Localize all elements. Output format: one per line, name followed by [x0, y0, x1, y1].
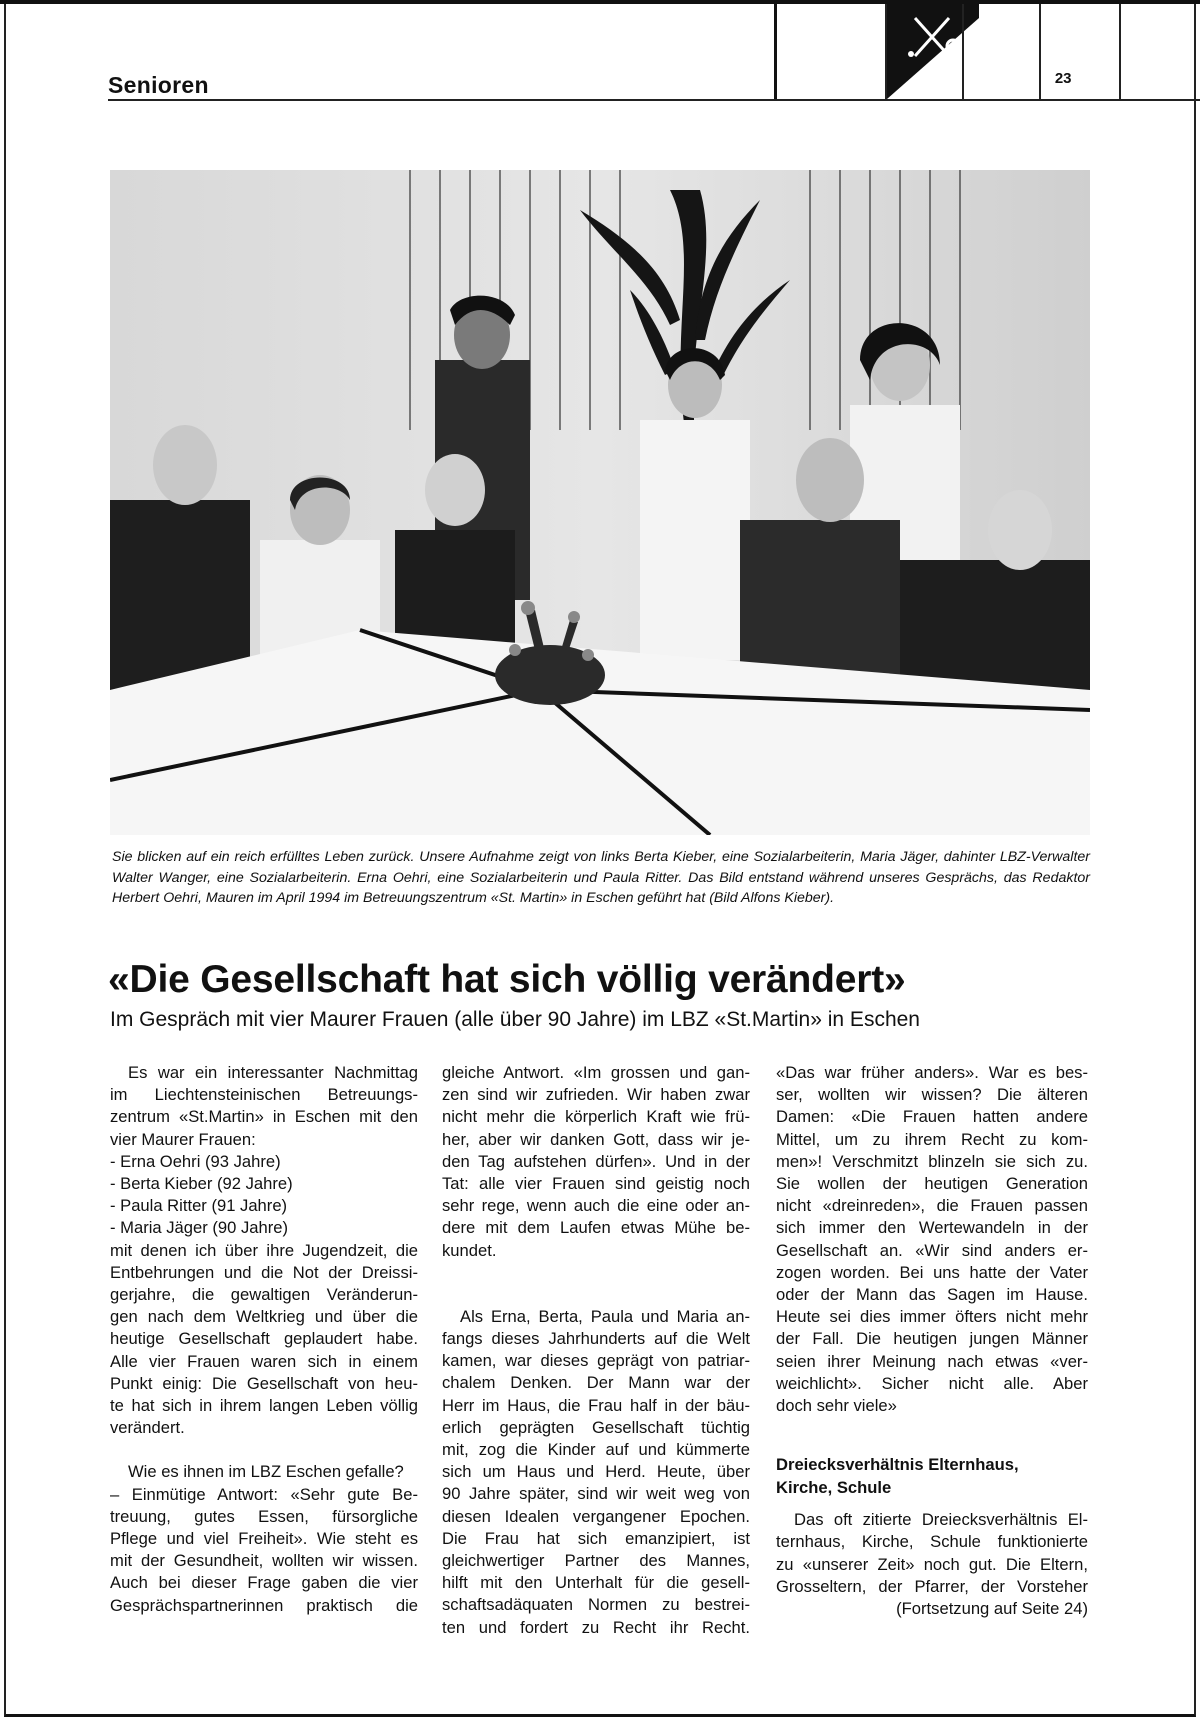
page-number: 23	[1054, 70, 1072, 87]
text-line: ten und fordert zu Recht ihr Recht.	[442, 1617, 750, 1637]
text-line: Alle vier Frauen waren sich in einem	[110, 1351, 418, 1371]
header-box-page	[1039, 4, 1119, 99]
text-line: chalem Denken. Der Mann war der	[442, 1373, 750, 1393]
text-line: sehr rege, wenn auch die eine oder an-	[442, 1196, 750, 1216]
text-line: te hat sich in ihrem langen Leben völlig	[110, 1396, 418, 1416]
paragraph-gap	[442, 1284, 750, 1306]
article-column-2	[442, 1062, 750, 1639]
text-line: doch sehr viele»	[776, 1396, 897, 1416]
text-line: gleiche Antwort. «Im grossen und gan-	[442, 1063, 750, 1082]
article-column-1	[110, 1062, 418, 1617]
text-line: kundet.	[442, 1240, 497, 1260]
text-line: zogen worden. Bei uns hatte der Vater	[776, 1262, 1088, 1282]
header-box	[962, 4, 1039, 99]
text-line: den Tag aufstehen dürfen». Und in der	[442, 1151, 750, 1171]
text-line: ternhaus, Kirche, Schule funktionierte	[776, 1532, 1088, 1552]
article-headline: «Die Gesellschaft hat sich völlig verändert»	[108, 958, 906, 1001]
text-line: gerjahre, die gewaltigen Veränderun-	[110, 1285, 418, 1305]
text-line: hilft mit den Unterhalt für die gesell-	[442, 1573, 750, 1593]
text-line: gleichwertiger Partner des Mannes,	[442, 1551, 750, 1571]
text-line: der Fall. Die heutigen jungen Männer	[776, 1329, 1088, 1349]
header-box-emblem	[885, 4, 962, 99]
text-line: Das oft zitierte Dreiecksverhältnis El-	[794, 1510, 1088, 1530]
text-line: nicht mehr die körperlich Kraft wie frü-	[442, 1107, 750, 1127]
text-line: mit der Gesundheit, wollten wir wissen.	[110, 1551, 418, 1571]
text-line: Die Frau hat sich emanzipiert, ist	[442, 1528, 750, 1548]
paragraph-gap	[776, 1499, 1088, 1509]
text-line: «Das war früher anders». War es bes-	[776, 1063, 1088, 1082]
text-line: Pflege und viel Freiheit». Wie steht es	[110, 1529, 418, 1549]
section-subtitle: Dreiecksverhältnis Elternhaus,	[776, 1455, 1019, 1475]
text-line: Es war ein interessanter Nachmittag	[128, 1063, 418, 1082]
text-line: Wie es ihnen im LBZ Eschen gefalle?	[128, 1462, 404, 1482]
section-title: Senioren	[108, 72, 209, 98]
text-line: Gesellschaft an. «Wir sind anders er-	[776, 1240, 1088, 1260]
text-line: dere mit dem Laufen etwas Mühe be-	[442, 1218, 750, 1238]
text-line: Entbehrungen und die Not der Dreissi-	[110, 1262, 418, 1282]
header-box	[1119, 4, 1196, 99]
text-line: Auch bei dieser Frage gaben die vier	[110, 1573, 418, 1593]
text-line: Sie wollen der heutigen Generation	[776, 1174, 1088, 1194]
text-line: treuung, gutes Essen, fürsorgliche	[110, 1506, 418, 1526]
text-line: fangs dieses Jahrhunderts auf die Welt	[442, 1329, 750, 1349]
text-line: Damen: «Die Frauen hatten andere	[776, 1107, 1088, 1127]
text-line: im Liechtensteinischen Betreuungs-	[110, 1085, 418, 1105]
text-line: gen nach dem Weltkrieg und über die	[110, 1307, 418, 1327]
article-subheadline: Im Gespräch mit vier Maurer Frauen (alle über 90 Jahre) im LBZ «St.Martin» in Eschen	[110, 1008, 920, 1031]
paragraph-gap	[776, 1417, 1088, 1439]
text-line: zen sind wir zufrieden. Wir haben zwar	[442, 1085, 750, 1105]
header-boxes	[774, 4, 1196, 99]
text-line: Punkt einig: Die Gesellschaft von heu-	[110, 1373, 418, 1393]
text-line: 90 Jahre später, sind wir weit weg von	[442, 1484, 750, 1504]
text-line: mit, zog die Kinder auf und kümmerte	[442, 1440, 750, 1460]
list-item: - Erna Oehri (93 Jahre)	[110, 1151, 281, 1171]
group-photo	[110, 170, 1090, 835]
text-line: Als Erna, Berta, Paula und Maria an-	[460, 1306, 750, 1326]
text-line: nicht «dreinreden», die Frauen passen	[776, 1196, 1088, 1216]
continuation-note: (Fortsetzung auf Seite 24)	[896, 1599, 1088, 1619]
text-line: verändert.	[110, 1418, 185, 1438]
list-item: - Paula Ritter (91 Jahre)	[110, 1196, 288, 1216]
header-box	[774, 4, 885, 99]
text-line: diesen Idealen vergangener Epochen.	[442, 1506, 750, 1526]
article-column-3	[776, 1062, 1088, 1620]
paragraph-gap	[442, 1262, 750, 1284]
text-line: mit denen ich über ihre Jugendzeit, die	[110, 1240, 418, 1260]
text-line: – Einmütige Antwort: «Sehr gute Be-	[110, 1484, 418, 1504]
text-line: zu «unserer Zeit» noch gut. Die Eltern,	[776, 1554, 1088, 1574]
text-line: seien ihrer Meinung nach etwas «ver-	[776, 1351, 1088, 1371]
list-item: - Berta Kieber (92 Jahre)	[110, 1174, 293, 1194]
text-line: vier Maurer Frauen:	[110, 1129, 256, 1149]
text-line: oder der Mann das Sagen im Hause.	[776, 1285, 1088, 1305]
list-item: - Maria Jäger (90 Jahre)	[110, 1218, 288, 1238]
text-line: schaftsadäquaten Normen zu bestrei-	[442, 1595, 750, 1615]
section-subtitle: Kirche, Schule	[776, 1478, 892, 1498]
text-line: Herr im Haus, die Frau half in der bäu-	[442, 1395, 750, 1415]
photo-caption: Sie blicken auf ein reich erfülltes Leben zurück. Unsere Aufnahme zeigt von links Berta Kieber, eine Sozialarbeiterin, Maria Jäger, dahinter LBZ-Verwalter Walter Wanger, eine Sozialarbeiterin. Erna Oehri, eine Sozialarbeiterin und Paula Ritter. Das Bild entstand während unseres Gesprächs, das Redaktor Herbert Oehri, Mauren im April 1994 im Betreuungszentrum «St. Martin» in Eschen geführt hat (Bild Alfons Kieber).	[112, 849, 1090, 906]
text-line: Heute sei dies immer öfters nicht mehr	[776, 1307, 1088, 1327]
header-rule	[108, 99, 1200, 101]
paragraph-gap	[110, 1439, 418, 1461]
text-line: Grosseltern, der Pfarrer, der Vorsteher	[776, 1576, 1088, 1596]
photo-illustration	[110, 170, 1090, 835]
text-line: heutige Gesellschaft geplaudert habe.	[110, 1329, 418, 1349]
text-line: ser, wollten wir wissen? Die älteren	[776, 1085, 1088, 1105]
text-line: Gesprächspartnerinnen praktisch die	[110, 1595, 418, 1615]
text-line: sich um Haus und Herd. Heute, über	[442, 1462, 750, 1482]
text-line: kamen, war dieses geprägt von patriar-	[442, 1351, 750, 1371]
text-line: erlich geprägten Gesellschaft tüchtig	[442, 1417, 750, 1437]
text-line: sich immer den Wertewandeln in der	[776, 1218, 1088, 1238]
text-line: Tat: alle vier Frauen sind geistig noch	[442, 1174, 750, 1194]
text-line: her, aber wir danken Gott, dass wir je-	[442, 1129, 750, 1149]
text-line: zentrum «St.Martin» in Eschen mit den	[110, 1107, 418, 1127]
paragraph-gap	[776, 1439, 1088, 1453]
text-line: weichlicht». Sicher nicht alle. Aber	[776, 1373, 1088, 1393]
text-line: men»! Verschmitzt blinzeln sie sich zu.	[776, 1151, 1088, 1171]
text-line: Mittel, um zu ihrem Recht zu kom-	[776, 1129, 1088, 1149]
